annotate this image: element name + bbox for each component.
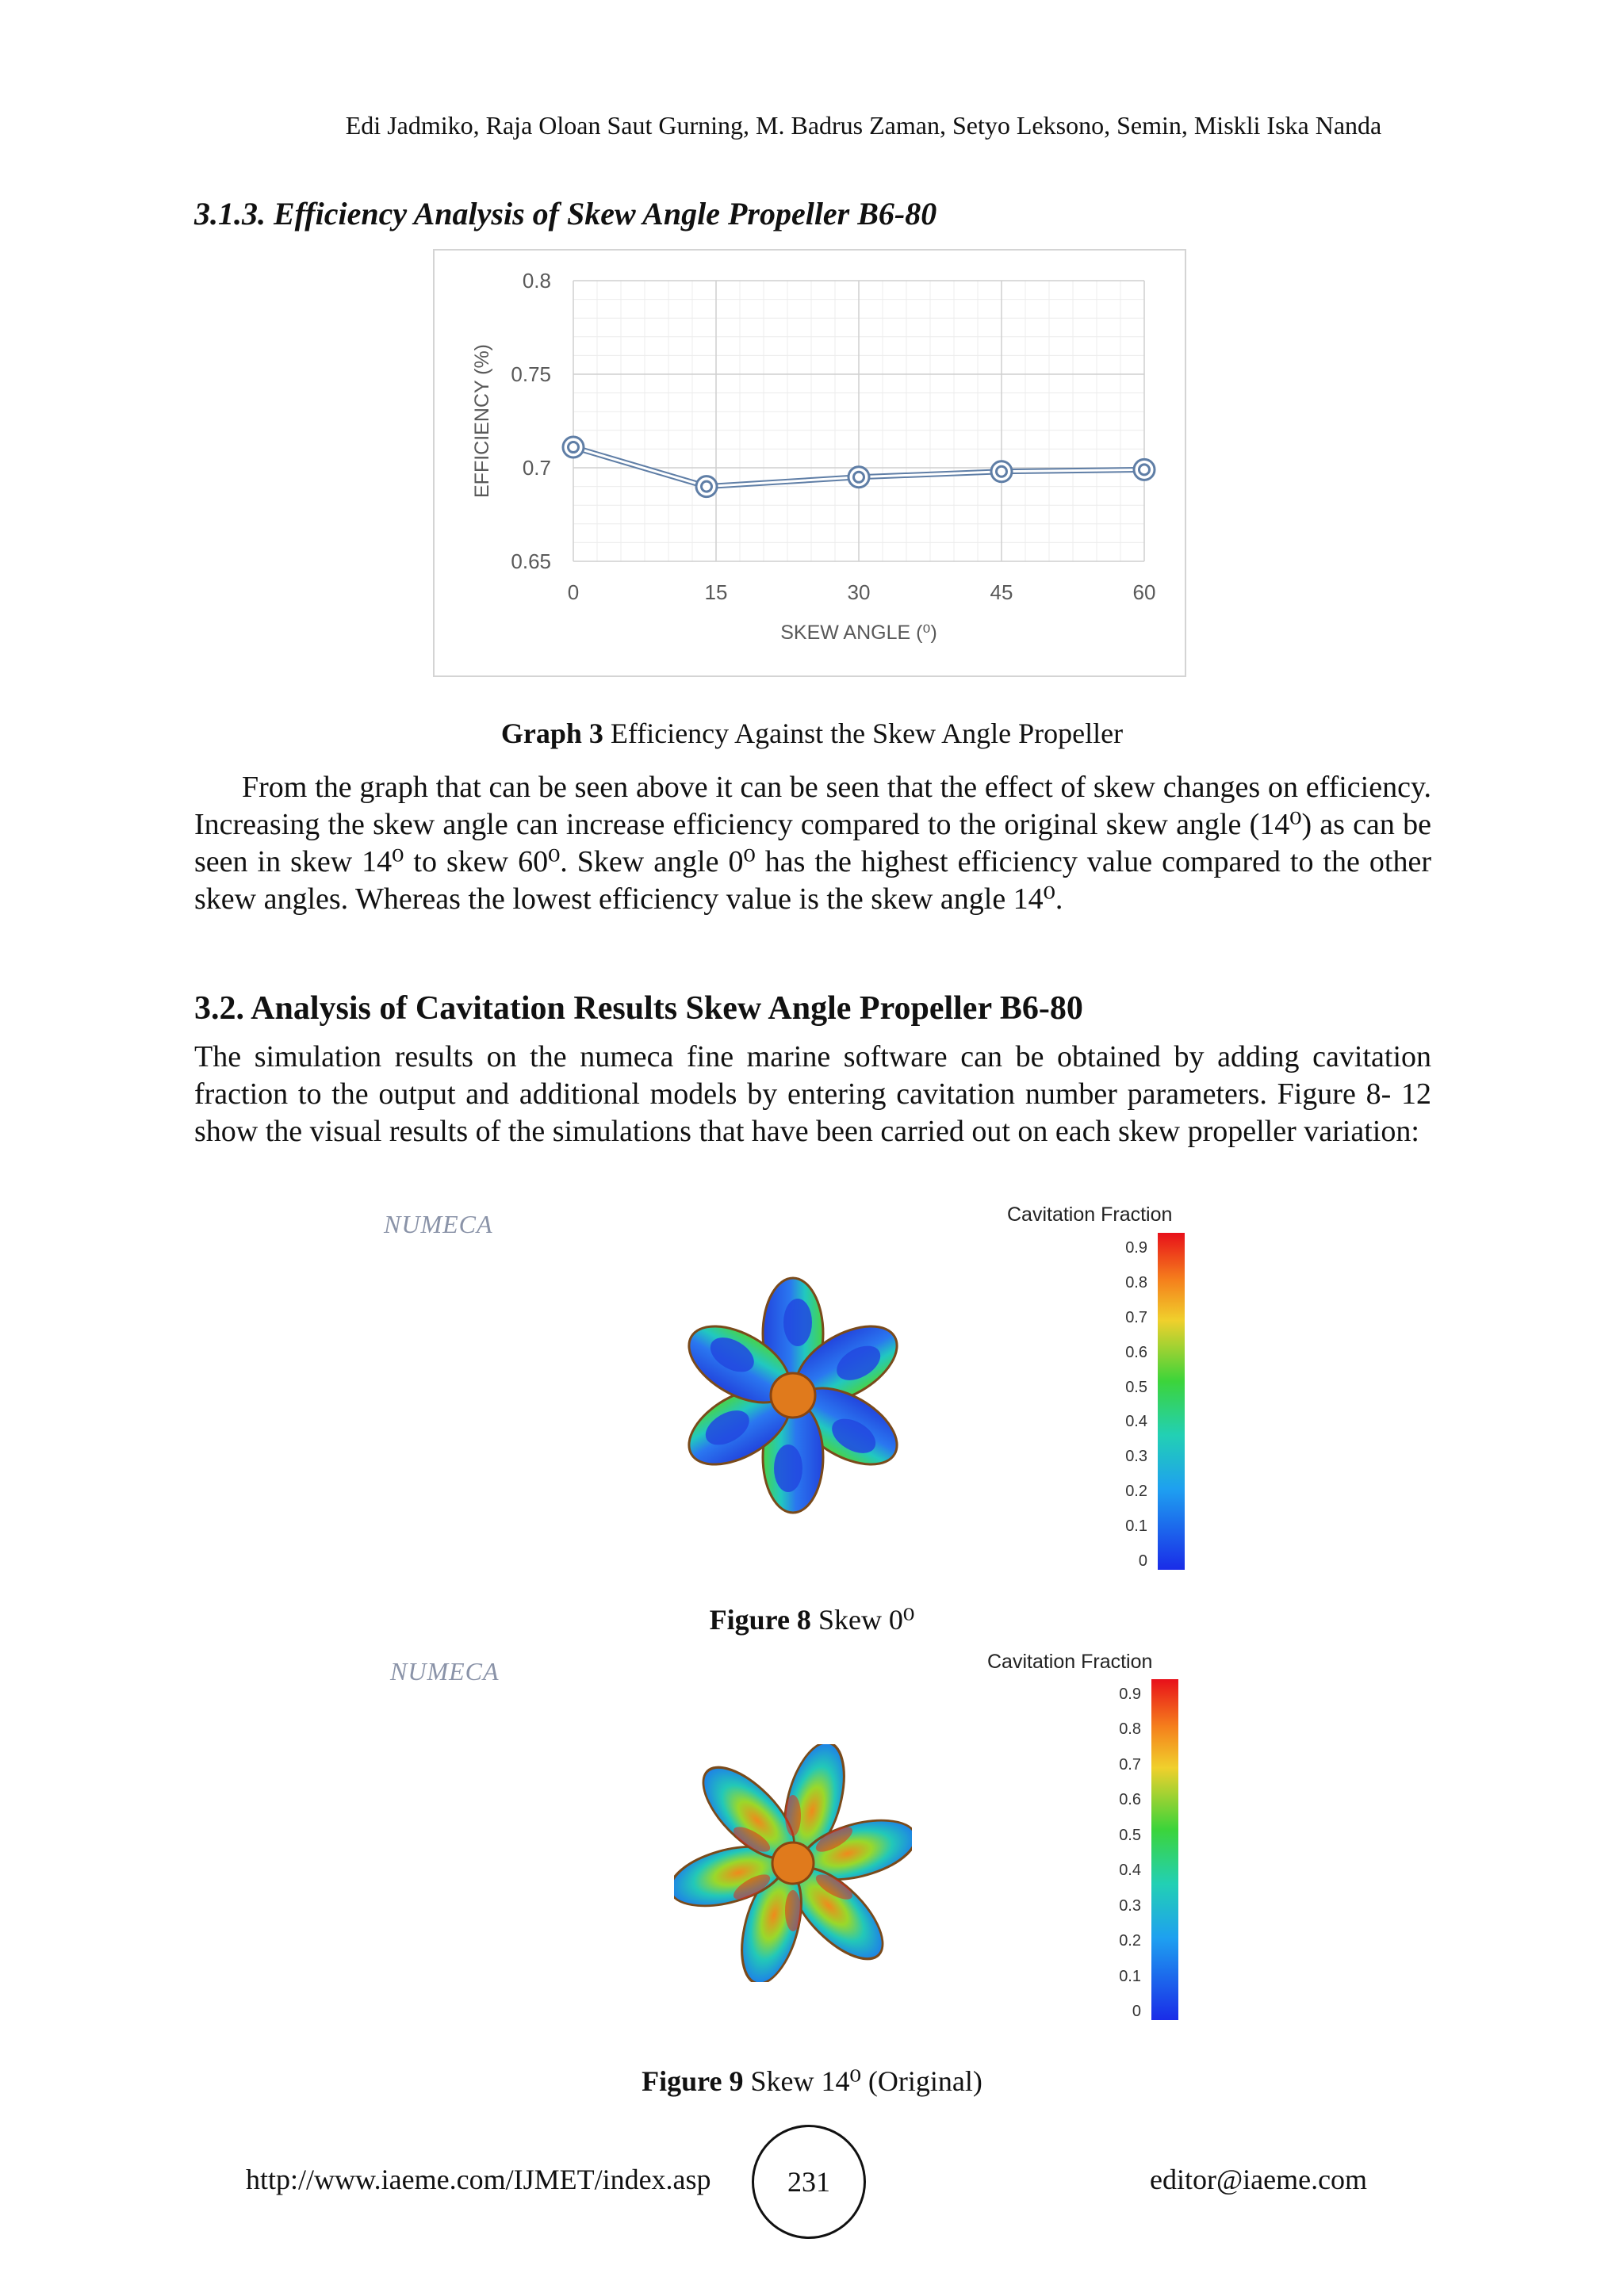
colorbar-tick-0: 0 bbox=[1132, 2003, 1141, 2020]
propeller-skew-14 bbox=[674, 1744, 912, 1982]
figure9-image bbox=[381, 1649, 1253, 2030]
x-tick-label: 60 bbox=[1132, 580, 1156, 604]
legend-title: Cavitation Fraction bbox=[1007, 1203, 1173, 1226]
figure9-caption-text: Skew 14⁰ (Original) bbox=[750, 2065, 982, 2097]
y-tick-label: 0.75 bbox=[511, 362, 551, 386]
x-tick-label: 30 bbox=[847, 580, 871, 604]
numeca-logo: NUMECA bbox=[390, 1657, 500, 1686]
x-axis-title: SKEW ANGLE (⁰) bbox=[780, 622, 937, 644]
paragraph-efficiency: From the graph that can be seen above it can be seen that the effect of skew changes on efficiency. Increasing the skew angle can increase efficiency compared to the original skew angle (14⁰) as can be seen in skew 14⁰ to skew 60⁰. Skew angle 0⁰ has the highest efficiency value compared to the other skew angles. Whereas the lowest efficiency value is the skew angle 14⁰. bbox=[194, 771, 1431, 916]
x-tick-label: 0 bbox=[567, 580, 580, 604]
graph3-caption-label: Graph 3 bbox=[500, 718, 603, 749]
colorbar-tick-0.3: 0.3 bbox=[1125, 1448, 1147, 1466]
colorbar-tick-0.1: 0.1 bbox=[1125, 1517, 1147, 1536]
y-tick-label: 0.65 bbox=[511, 549, 551, 573]
propeller-skew-0 bbox=[674, 1276, 912, 1514]
colorbar-tick-0.2: 0.2 bbox=[1125, 1483, 1147, 1501]
figure9-caption bbox=[0, 2064, 1624, 2098]
y-axis-title: EFFICIENCY (%) bbox=[471, 344, 493, 498]
colorbar-tick-0.6: 0.6 bbox=[1125, 1343, 1147, 1361]
colorbar-tick-0.1: 0.1 bbox=[1119, 1967, 1141, 1985]
running-header: Edi Jadmiko, Raja Oloan Saut Gurning, M. Badrus Zaman, Setyo Leksono, Semin, Miskli Iska Nanda bbox=[345, 111, 1382, 140]
colorbar-tick-0.7: 0.7 bbox=[1125, 1308, 1147, 1326]
figure9-caption-label: Figure 9 bbox=[642, 2065, 744, 2097]
colorbar-tick-0.4: 0.4 bbox=[1119, 1862, 1141, 1880]
colorbar bbox=[1151, 1679, 1178, 2020]
data-point-inner-60 bbox=[1139, 465, 1150, 475]
colorbar-ticks bbox=[1110, 1233, 1154, 1570]
efficiency-chart bbox=[435, 251, 1185, 675]
numeca-logo: NUMECA bbox=[384, 1210, 493, 1238]
data-point-inner-0 bbox=[569, 442, 579, 453]
graph3-caption-text: Efficiency Against the Skew Angle Propeller bbox=[610, 718, 1124, 749]
colorbar-tick-0: 0 bbox=[1138, 1552, 1147, 1570]
figure8-image bbox=[373, 1197, 1253, 1578]
colorbar-tick-0.5: 0.5 bbox=[1119, 1826, 1141, 1844]
colorbar-tick-0.3: 0.3 bbox=[1119, 1896, 1141, 1915]
colorbar-tick-0.9: 0.9 bbox=[1119, 1686, 1141, 1703]
legend-title: Cavitation Fraction bbox=[987, 1651, 1153, 1673]
colorbar-tick-0.4: 0.4 bbox=[1125, 1413, 1147, 1431]
footer-email-link[interactable]: editor@iaeme.com bbox=[1150, 2164, 1368, 2195]
x-tick-label: 15 bbox=[704, 580, 728, 604]
data-point-inner-45 bbox=[997, 466, 1007, 476]
footer-url-link[interactable]: http://www.iaeme.com/IJMET/index.asp bbox=[246, 2164, 711, 2195]
colorbar-tick-0.8: 0.8 bbox=[1119, 1720, 1141, 1739]
y-tick-label: 0.7 bbox=[522, 456, 551, 480]
section-heading-3-2: 3.2. Analysis of Cavitation Results Skew Angle Propeller B6-80 bbox=[194, 990, 1083, 1027]
page-number: 231 bbox=[752, 2125, 866, 2239]
colorbar-tick-0.5: 0.5 bbox=[1125, 1378, 1147, 1396]
colorbar-tick-0.2: 0.2 bbox=[1119, 1932, 1141, 1950]
section-heading-3-1-3: 3.1.3. Efficiency Analysis of Skew Angle Propeller B6-80 bbox=[194, 196, 937, 232]
data-point-inner-30 bbox=[854, 472, 864, 482]
figure8-caption-text: Skew 0⁰ bbox=[818, 1604, 915, 1636]
y-tick-label: 0.8 bbox=[522, 269, 551, 293]
figure8-caption bbox=[0, 1603, 1624, 1636]
data-point-inner-14 bbox=[702, 481, 712, 492]
colorbar bbox=[1158, 1233, 1185, 1570]
colorbar-ticks bbox=[1104, 1679, 1147, 2020]
graph3-caption bbox=[0, 717, 1624, 750]
colorbar-tick-0.7: 0.7 bbox=[1119, 1755, 1141, 1774]
colorbar-tick-0.6: 0.6 bbox=[1119, 1791, 1141, 1809]
paragraph-cavitation: The simulation results on the numeca fine marine software can be obtained by adding cavitation fraction to the output and additional models by entering cavitation number parameters. Figure 8- 12 show the visual results of the simulations that have been carried out on each skew propeller variation: bbox=[194, 1040, 1431, 1148]
figure8-caption-label: Figure 8 bbox=[709, 1604, 811, 1636]
colorbar-tick-0.8: 0.8 bbox=[1125, 1273, 1147, 1292]
x-tick-label: 45 bbox=[990, 580, 1013, 604]
efficiency-chart-frame bbox=[433, 249, 1186, 677]
colorbar-tick-0.9: 0.9 bbox=[1125, 1239, 1147, 1257]
